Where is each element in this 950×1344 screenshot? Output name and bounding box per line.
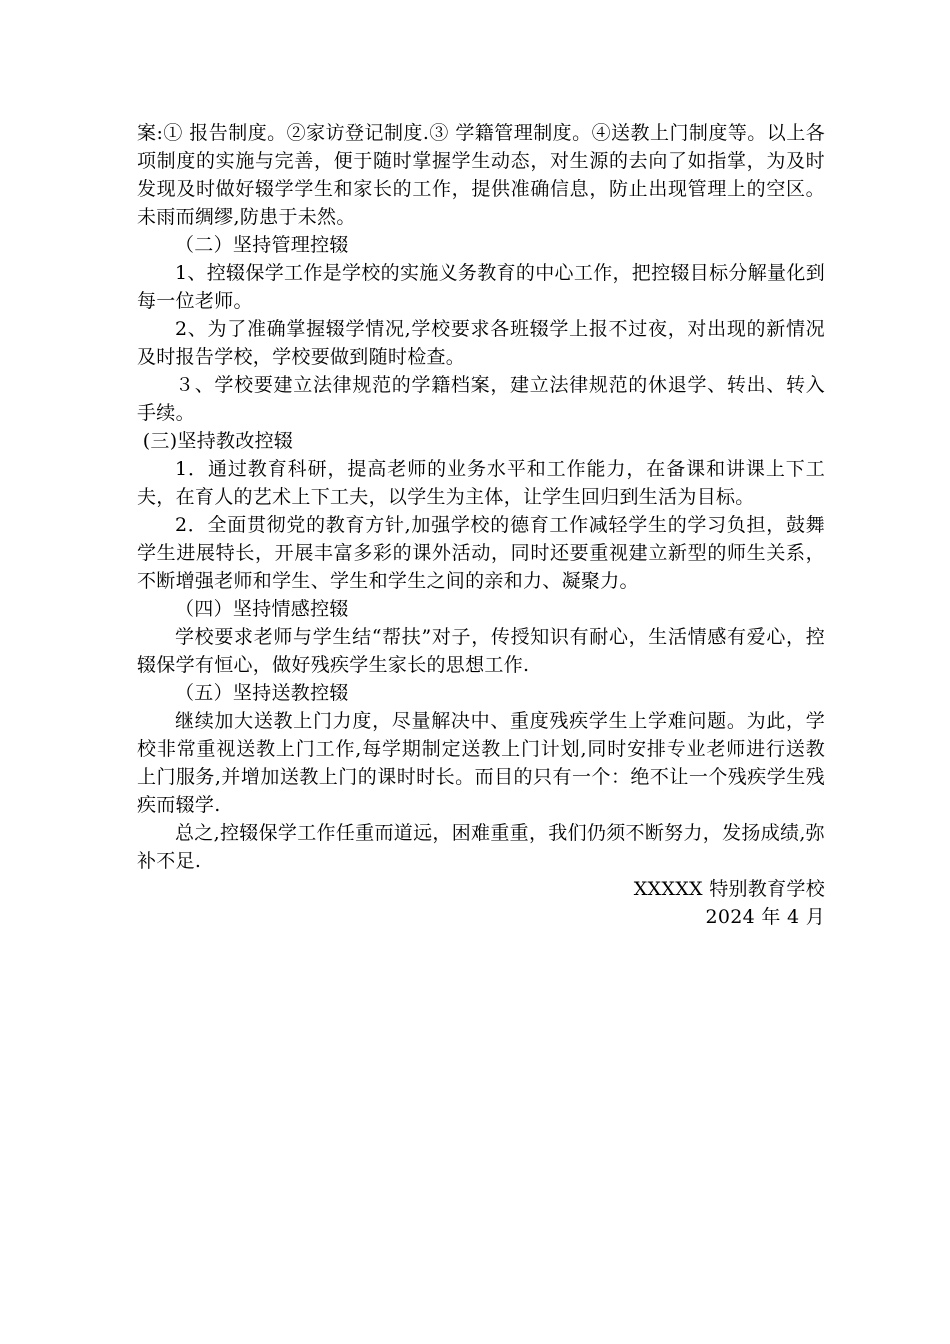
document-page (137, 119, 825, 931)
paragraph-reform-2: 2．全面贯彻党的教育方针,加强学校的德育工作减轻学生的学习负担，鼓舞学生进展特长，开展丰富多彩的课外活动，同时还要重视建立新型的师生关系，不断增强老师和学生、学生和学生之间的亲和力、凝聚力。 (137, 514, 825, 592)
section-heading-reform: (三)坚持教改控辍 (142, 430, 294, 452)
paragraph-management-1: 1、控辍保学工作是学校的实施义务教育的中心工作，把控辍目标分解量化到每一位老师。 (137, 262, 825, 312)
paragraph-management-3: ３、学校要建立法律规范的学籍档案，建立法律规范的休退学、转出、转入手续。 (137, 374, 825, 424)
paragraph-reform-1: 1．通过教育科研，提高老师的业务水平和工作能力，在备课和讲课上下工夫，在育人的艺术上下工夫，以学生为主体，让学生回归到生活为目标。 (137, 458, 825, 508)
paragraph-home-teaching: 继续加大送教上门力度，尽量解决中、重度残疾学生上学难问题。为此，学校非常重视送教上门工作,每学期制定送教上门计划,同时安排专业老师进行送教上门服务,并增加送教上门的课时时长。而目的只有一个：绝不让一个残疾学生残疾而辍学. (137, 710, 825, 816)
paragraph-conclusion: 总之,控辍保学工作任重而道远，困难重重，我们仍须不断努力，发扬成绩,弥补不足. (137, 822, 825, 872)
paragraph-forms-list: 案:① 报告制度。②家访登记制度.③ 学籍管理制度。④送教上门制度等。以上各项制度的实施与完善，便于随时掌握学生动态，对生源的去向了如指掌，为及时发现及时做好辍学学生和家长的工作，提供准确信息，防止出现管理上的空区。未雨而绸缪,防患于未然。 (137, 122, 825, 228)
signature-date: 2024 年 4 月 (705, 906, 825, 928)
paragraph-management-2: 2、为了准确掌握辍学情况,学校要求各班辍学上报不过夜，对出现的新情况及时报告学校，学校要做到随时检查。 (137, 318, 825, 368)
section-heading-management: （二）坚持管理控辍 (175, 234, 349, 256)
paragraph-emotion: 学校要求老师与学生结“帮扶”对子，传授知识有耐心，生活情感有爱心，控辍保学有恒心，做好残疾学生家长的思想工作. (137, 626, 825, 676)
section-heading-emotion: （四）坚持情感控辍 (175, 598, 349, 620)
section-heading-home-teaching: （五）坚持送教控辍 (175, 682, 349, 704)
signature-school: XXXXX 特别教育学校 (633, 878, 825, 900)
